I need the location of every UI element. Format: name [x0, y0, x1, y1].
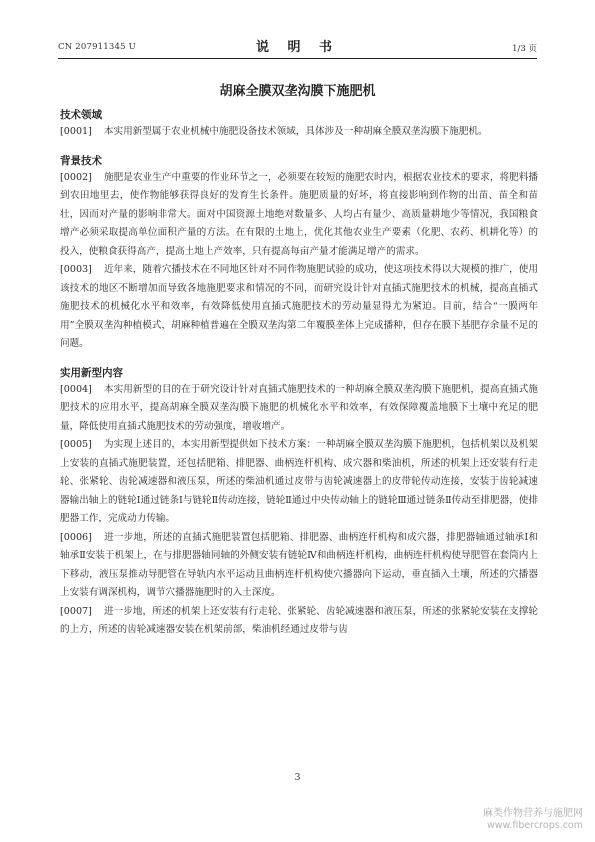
header-rule — [58, 58, 537, 59]
paragraph-0002 — [60, 169, 538, 262]
paragraph-text: 进一步地，所述的机架上还安装有行走轮、张紧轮、齿轮减速器和液压泵，所述的张紧轮安装在支撑轮的上方，所述的齿轮减速器安装在机架前部，柴油机经通过皮带与齿 — [60, 605, 538, 635]
paragraph-text: 施肥是农业生产中重要的作业环节之一，必须要在较短的施肥农时内，根据农业技术的要求，将肥料播到农田地里去，使作物能够获得良好的发育生长条件。施肥质量的好坏，将直接影响到作物的出苗、苗全和苗壮，因而对产量的影响非常大。面对中国资源土地绝对数量多、人均占有量少、高质量耕地少等情况，我国粮食增产必须采取提高单位面积产量的方法。在有限的土地上，优化其他农业生产要素（化肥、农药、机耕化等）的投入，使粮食获得高产，提高土地上产效率，只有提高每亩产量才能满足增产的需求。 — [60, 171, 538, 257]
paragraph-number: [0001] — [60, 126, 92, 137]
page-range: 1/3 页 — [512, 44, 537, 54]
paragraph-text: 近年来，随着穴播技术在不同地区针对不同作物施肥试验的成功，使这项技术得以大规模的推广，使用该技术的地区不断增加而导致各地施肥要求和情况的不同，而研究设计针对直插式施肥技术的机械，提高直插式施肥技术的机械化水平和效率，有效降低使用直插式施肥技术的劳动量显得尤为紧迫。目前，结合“一膜两年用”全膜双垄沟种植模式，胡麻种植普遍在全膜双垄沟第二年覆膜垄体上完成播种，但存在膜下基肥存余量不足的问题。 — [60, 264, 538, 349]
paragraph-text: 本实用新型属于农业机械中施肥设备技术领域，具体涉及一种胡麻全膜双垄沟膜下施肥机。 — [103, 126, 488, 137]
page-number: 3 — [294, 772, 301, 783]
paragraph-number: [0005] — [60, 439, 92, 450]
watermark-url: www.fibercrops.com — [486, 820, 583, 831]
paragraph-0007 — [60, 603, 538, 640]
paragraph-text: 进一步地，所述的直插式施肥装置包括肥箱、排肥器、曲柄连杆机构和成穴器，排肥器轴通过轴承Ⅰ和轴承Ⅱ安装于机架上，在与排肥器轴同轴的外侧安装有链轮Ⅳ和曲柄连杆机构，曲柄连杆机构使导肥管在套筒内上下移动，液压泵推动导肥管在导轨内水平运动且曲柄连杆机构使穴播器向下运动，垂直插入土壤，所述的穴播器上安装有调深机构，调节穴播器施肥时的入土深度。 — [60, 531, 538, 598]
paragraph-0005 — [60, 436, 538, 529]
document-body — [60, 108, 538, 640]
page-header — [50, 36, 545, 56]
paragraph-number: [0004] — [60, 383, 92, 395]
paragraph-0006 — [60, 529, 538, 603]
section-heading-content: 实用新型内容 — [60, 366, 123, 379]
paragraph-number: [0006] — [60, 531, 92, 543]
paragraph-number: [0007] — [60, 605, 92, 617]
paragraph-text: 本实用新型的目的在于研究设计针对直插式施肥技术的一种胡麻全膜双垄沟膜下施肥机，提高直插式施肥技术的应用水平，提高胡麻全膜双垄沟膜下施肥的机械化水平和效率，有效保障覆盖地膜下土壤中充足的肥量，降低使用直插式施肥技术的劳动强度，增收增产。 — [60, 383, 538, 432]
document-type: 说 明 书 — [255, 40, 340, 55]
patent-number: CN 207911345 U — [58, 42, 136, 52]
paragraph-text: 为实现上述目的，本实用新型提供如下技术方案：一种胡麻全膜双垄沟膜下施肥机，包括机架以及机架上安装的直插式施肥装置，还包括肥箱、排肥器、曲柄连杆机构、成穴器和柴油机，所述的机架上还安装有行走轮、张紧轮、齿轮减速器和液压泵，所述的柴油机通过皮带与齿轮减速器上的皮带轮传动连接，安装于齿轮减速器输出轴上的链轮Ⅰ通过链条Ⅰ与链轮Ⅱ传动连接，链轮Ⅱ通过中央传动轴上的链轮Ⅲ通过链条Ⅱ传动至排肥器，使排肥器工作，完成动力传输。 — [60, 439, 538, 524]
watermark-site-name: 麻类作物营养与施肥网 — [483, 808, 583, 819]
document-title: 胡麻全膜双垄沟膜下施肥机 — [219, 84, 376, 99]
paragraph-number: [0002] — [60, 171, 92, 183]
section-heading-tech-field: 技术领域 — [60, 109, 102, 121]
paragraph-0001 — [60, 123, 538, 142]
paragraph-0004 — [60, 381, 538, 437]
section-heading-background: 背景技术 — [60, 154, 102, 167]
paragraph-0003 — [60, 261, 538, 354]
paragraph-number: [0003] — [60, 264, 92, 275]
